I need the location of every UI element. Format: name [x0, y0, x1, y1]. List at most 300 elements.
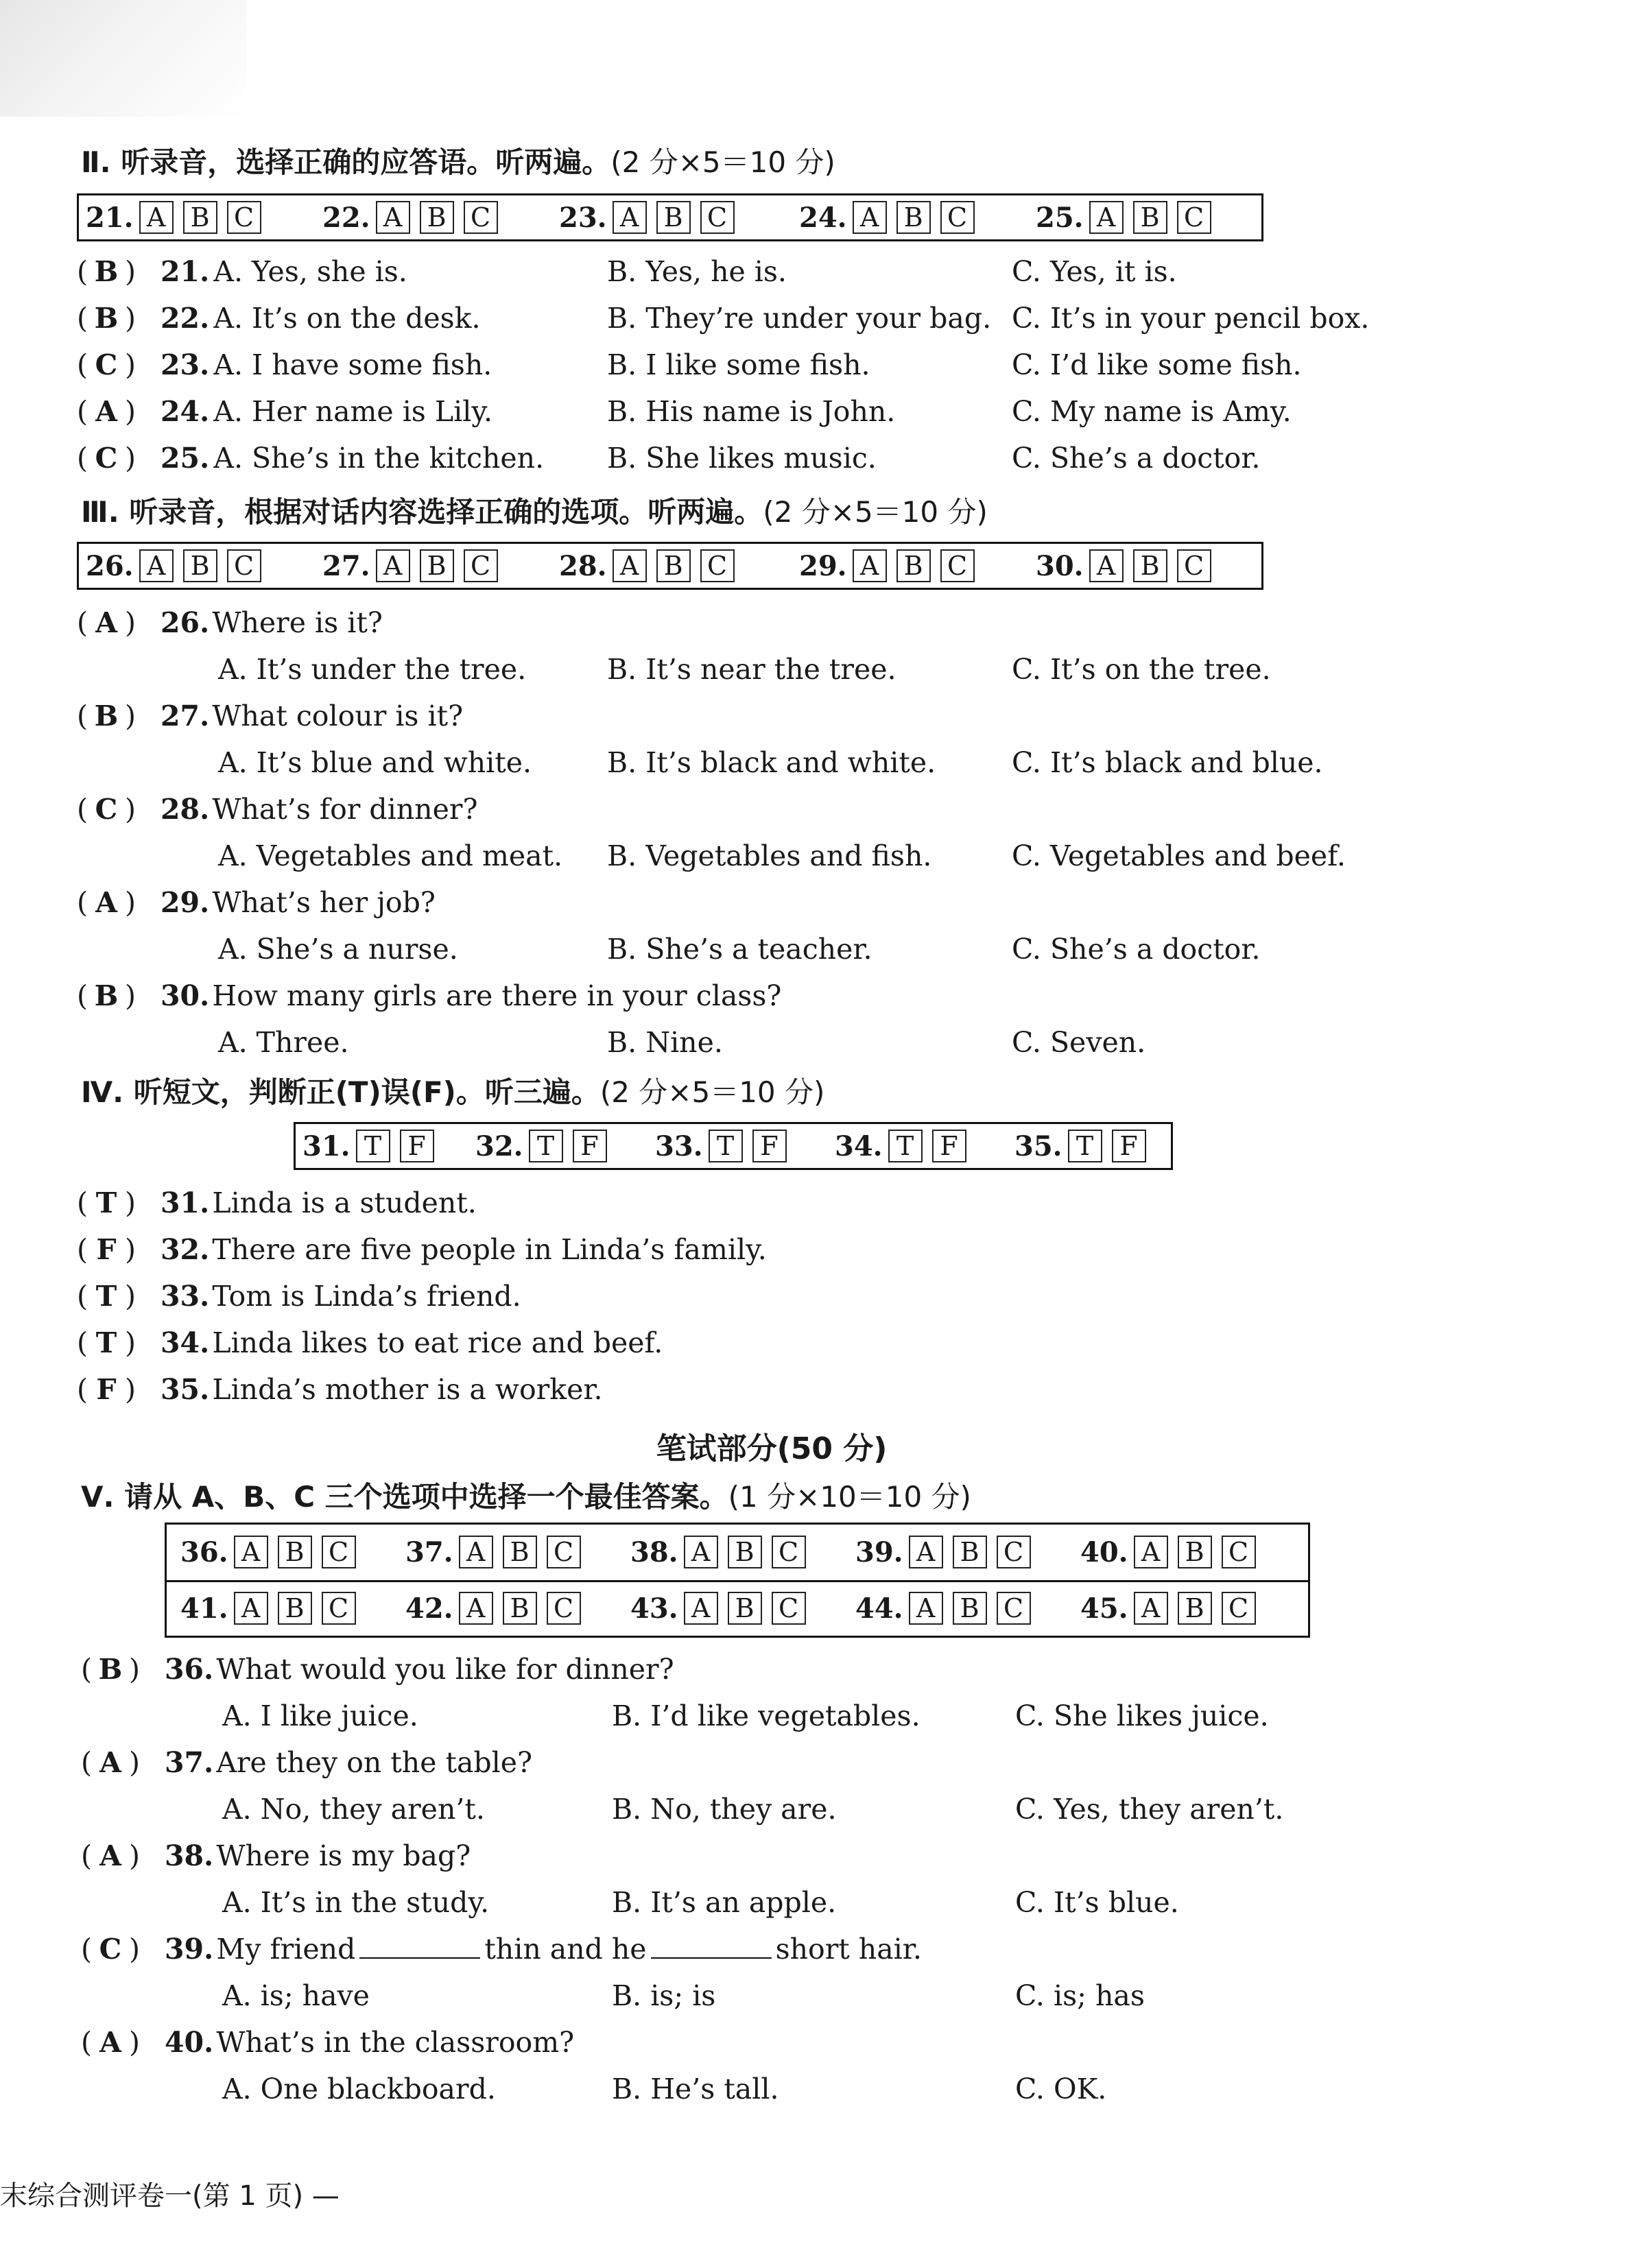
question-number: 31. — [161, 1186, 210, 1219]
answer-cell-number: 23. — [559, 201, 607, 234]
option-box-b[interactable]: B — [503, 1592, 537, 1625]
option-box-a[interactable]: A — [459, 1592, 493, 1625]
option-box-b[interactable]: B — [728, 1592, 762, 1625]
answer-mark: B — [94, 700, 119, 732]
section-3-score: (2 分×5＝10 分) — [763, 495, 988, 529]
bracket-close: ) — [125, 348, 136, 381]
answer-bracket — [77, 700, 161, 732]
option-box-c[interactable]: C — [997, 1592, 1031, 1625]
blank-1[interactable] — [359, 1934, 480, 1959]
option-box-a[interactable]: A — [459, 1536, 493, 1568]
option-c: C. My name is Amy. — [1012, 395, 1292, 428]
answer-mark: B — [98, 1653, 123, 1686]
option-box-c[interactable]: C — [547, 1536, 581, 1568]
answer-cell-number: 28. — [559, 549, 607, 582]
option-b: B. I like some fish. — [607, 348, 870, 381]
option-box-b[interactable]: B — [728, 1536, 762, 1568]
bracket-open: ( — [81, 1653, 92, 1686]
question-number: 25. — [161, 442, 210, 475]
question-number: 36. — [165, 1653, 214, 1686]
answer-mark: C — [95, 348, 118, 381]
question-row — [77, 700, 463, 732]
bracket-close: ) — [129, 1746, 140, 1779]
option-box-t[interactable]: T — [888, 1130, 923, 1162]
bracket-close: ) — [129, 1933, 140, 1966]
answer-cell-number: 32. — [475, 1130, 523, 1162]
question-number: 26. — [161, 606, 210, 639]
answer-bracket — [77, 979, 161, 1012]
statement-row — [77, 1373, 603, 1406]
question-row — [81, 1839, 471, 1872]
option-box-c[interactable]: C — [940, 201, 975, 234]
answer-mark: C — [95, 442, 118, 475]
bracket-open: ( — [77, 255, 88, 288]
answer-cell — [835, 1125, 976, 1167]
bracket-close: ) — [129, 1839, 140, 1872]
option-box-c[interactable]: C — [227, 201, 261, 234]
answer-cell — [1014, 1125, 1156, 1167]
section-5-title: Ⅴ. 请从 A、B、C 三个选项中选择一个最佳答案。 — [81, 1480, 728, 1514]
option-box-a[interactable]: A — [684, 1536, 718, 1568]
option-box-c[interactable]: C — [464, 201, 498, 234]
bracket-close: ) — [125, 1373, 136, 1406]
option-box-c[interactable]: C — [322, 1592, 356, 1625]
option-box-c[interactable]: C — [940, 549, 975, 582]
option-box-f[interactable]: F — [752, 1130, 787, 1162]
option-a: A. is; have — [222, 1979, 370, 2012]
answer-cell — [405, 1588, 591, 1629]
answer-cell — [1080, 1588, 1266, 1629]
question-row — [77, 302, 481, 335]
bracket-close: ) — [125, 302, 136, 335]
option-a: A. It’s under the tree. — [218, 653, 527, 686]
question-row — [77, 255, 407, 288]
option-box-b[interactable]: B — [278, 1536, 312, 1568]
question-row — [77, 442, 544, 475]
option-box-b[interactable]: B — [656, 201, 691, 234]
option-box-a[interactable]: A — [1134, 1536, 1168, 1568]
answer-mark: F — [96, 1373, 117, 1406]
bracket-open: ( — [77, 1186, 88, 1219]
bracket-open: ( — [81, 1746, 92, 1779]
option-box-f[interactable]: F — [932, 1130, 966, 1162]
page-footer: 末综合测评卷一(第 1 页) — — [0, 2180, 340, 2212]
option-a: A. One blackboard. — [222, 2073, 496, 2105]
bracket-close: ) — [125, 395, 136, 428]
question-row — [77, 606, 383, 639]
question-text: Linda’s mother is a worker. — [212, 1373, 603, 1406]
question-number: 33. — [161, 1280, 210, 1313]
answer-cell — [86, 197, 271, 238]
option-box-a[interactable]: A — [234, 1536, 268, 1568]
option-c: C. It’s black and blue. — [1012, 746, 1323, 779]
section-3-title: Ⅲ. 听录音，根据对话内容选择正确的选项。听两遍。 — [81, 495, 763, 529]
answer-sheet-26-30 — [77, 542, 1263, 590]
statement-row — [77, 1280, 521, 1313]
option-box-c[interactable]: C — [1222, 1592, 1256, 1625]
option-c: C. She’s a doctor. — [1012, 442, 1261, 475]
option-box-a[interactable]: A — [376, 549, 410, 582]
bracket-close: ) — [129, 1653, 140, 1686]
answer-cell-number: 26. — [86, 549, 134, 582]
option-box-b[interactable]: B — [896, 201, 931, 234]
option-a: A. It’s on the desk. — [213, 302, 481, 335]
option-a: A. Vegetables and meat. — [218, 839, 563, 872]
answer-cell-number: 29. — [799, 549, 847, 582]
option-box-c[interactable]: C — [1222, 1536, 1256, 1568]
answer-cell — [1036, 545, 1221, 586]
answer-sheet-divider — [167, 1580, 1308, 1582]
option-box-f[interactable]: F — [1112, 1130, 1146, 1162]
answer-cell-number: 42. — [405, 1592, 453, 1625]
option-a: A. Yes, she is. — [213, 255, 407, 288]
answer-bracket — [77, 442, 161, 475]
question-text: What’s her job? — [212, 886, 436, 919]
option-box-a[interactable]: A — [1134, 1592, 1168, 1625]
bracket-open: ( — [81, 1933, 92, 1966]
answer-mark: A — [99, 1746, 121, 1779]
option-box-b[interactable]: B — [278, 1592, 312, 1625]
answer-cell-number: 24. — [799, 201, 847, 234]
option-box-c[interactable]: C — [464, 549, 498, 582]
question-row — [77, 793, 477, 826]
option-box-b[interactable]: B — [1178, 1536, 1212, 1568]
question-number: 37. — [165, 1746, 214, 1779]
option-c: C. It’s on the tree. — [1012, 653, 1271, 686]
option-box-c[interactable]: C — [322, 1536, 356, 1568]
option-c: C. Yes, they aren’t. — [1015, 1793, 1284, 1826]
option-a: A. I have some fish. — [213, 348, 492, 381]
option-c: C. Seven. — [1012, 1026, 1146, 1059]
answer-bracket — [77, 348, 161, 381]
section-4-heading — [81, 1070, 824, 1111]
question-text: Tom is Linda’s friend. — [212, 1280, 521, 1313]
option-box-a[interactable]: A — [909, 1592, 943, 1625]
option-a: A. I like juice. — [222, 1699, 418, 1732]
answer-cell-number: 40. — [1080, 1536, 1128, 1568]
answer-cell — [559, 197, 744, 238]
option-box-b[interactable]: B — [183, 201, 217, 234]
answer-bracket — [77, 606, 161, 639]
option-box-a[interactable]: A — [853, 201, 887, 234]
answer-mark: T — [95, 1326, 117, 1359]
answer-mark: A — [95, 606, 117, 639]
bracket-close: ) — [125, 1186, 136, 1219]
option-box-c[interactable]: C — [772, 1592, 806, 1625]
answer-bracket — [77, 886, 161, 919]
scan-smudge — [0, 0, 247, 117]
answer-mark: B — [94, 255, 119, 288]
option-box-b[interactable]: B — [420, 201, 454, 234]
question-row — [81, 2026, 574, 2059]
question-text: My friend — [216, 1933, 356, 1966]
option-box-f[interactable]: F — [400, 1130, 434, 1162]
section-2-score: (2 分×5＝10 分) — [610, 145, 835, 179]
answer-bracket — [77, 1186, 161, 1219]
option-box-a[interactable]: A — [139, 201, 174, 234]
answer-mark: A — [95, 886, 117, 919]
question-number: 30. — [161, 979, 210, 1012]
answer-cell-number: 44. — [855, 1592, 903, 1625]
question-text: Where is it? — [212, 606, 383, 639]
option-box-c[interactable]: C — [1177, 201, 1211, 234]
answer-bracket — [77, 793, 161, 826]
question-row — [81, 1746, 532, 1779]
answer-cell — [799, 545, 984, 586]
answer-mark: A — [95, 395, 117, 428]
option-box-b[interactable]: B — [896, 549, 931, 582]
option-box-c[interactable]: C — [700, 549, 735, 582]
answer-mark: B — [94, 302, 119, 335]
bracket-open: ( — [77, 1280, 88, 1313]
option-box-f[interactable]: F — [573, 1130, 607, 1162]
answer-bracket — [77, 1280, 161, 1313]
option-b: B. His name is John. — [607, 395, 896, 428]
question-row — [81, 1653, 674, 1686]
option-c: C. Vegetables and beef. — [1012, 839, 1346, 872]
bracket-close: ) — [125, 979, 136, 1012]
option-box-b[interactable]: B — [1178, 1592, 1212, 1625]
bracket-close: ) — [125, 1326, 136, 1359]
option-box-c[interactable]: C — [700, 201, 735, 234]
question-text: There are five people in Linda’s family. — [212, 1233, 767, 1266]
question-text: Linda is a student. — [212, 1186, 477, 1219]
answer-cell-number: 27. — [322, 549, 370, 582]
answer-bracket — [77, 1233, 161, 1266]
answer-mark: A — [99, 2026, 121, 2059]
option-b: B. He’s tall. — [612, 2073, 779, 2105]
statement-row — [77, 1326, 663, 1359]
option-b: B. They’re under your bag. — [607, 302, 992, 335]
bracket-close: ) — [125, 700, 136, 732]
option-box-t[interactable]: T — [529, 1130, 563, 1162]
option-c: C. OK. — [1015, 2073, 1107, 2105]
bracket-open: ( — [81, 2026, 92, 2059]
option-box-a[interactable]: A — [853, 549, 887, 582]
bracket-close: ) — [125, 886, 136, 919]
question-number: 23. — [161, 348, 210, 381]
bracket-open: ( — [77, 1233, 88, 1266]
option-b: B. It’s an apple. — [612, 1886, 837, 1919]
answer-cell-number: 36. — [180, 1536, 228, 1568]
answer-bracket — [81, 1839, 165, 1872]
question-number: 29. — [161, 886, 210, 919]
blank-2[interactable] — [651, 1934, 772, 1959]
option-a: A. She’s a nurse. — [218, 933, 458, 966]
question-number: 27. — [161, 700, 210, 732]
question-number: 24. — [161, 395, 210, 428]
option-a: A. It’s blue and white. — [218, 746, 532, 779]
bracket-close: ) — [129, 2026, 140, 2059]
section-5-heading — [81, 1475, 971, 1516]
bracket-open: ( — [77, 302, 88, 335]
answer-cell-number: 43. — [630, 1592, 678, 1625]
bracket-open: ( — [77, 1373, 88, 1406]
option-box-b[interactable]: B — [420, 549, 454, 582]
option-c: C. She likes juice. — [1015, 1699, 1269, 1732]
bracket-close: ) — [125, 442, 136, 475]
option-b: B. She likes music. — [607, 442, 877, 475]
question-number: 34. — [161, 1326, 210, 1359]
bracket-open: ( — [77, 606, 88, 639]
question-text: What colour is it? — [212, 700, 464, 732]
question-text: Linda likes to eat rice and beef. — [212, 1326, 663, 1359]
answer-cell-number: 30. — [1036, 549, 1084, 582]
answer-cell-number: 22. — [322, 201, 370, 234]
option-box-b[interactable]: B — [183, 549, 217, 582]
answer-mark: C — [95, 793, 118, 826]
option-box-t[interactable]: T — [1068, 1130, 1102, 1162]
option-box-b[interactable]: B — [953, 1536, 987, 1568]
question-number: 35. — [161, 1373, 210, 1406]
option-box-b[interactable]: B — [953, 1592, 987, 1625]
bracket-open: ( — [77, 979, 88, 1012]
option-b: B. It’s black and white. — [607, 746, 936, 779]
option-b: B. She’s a teacher. — [607, 933, 872, 966]
option-box-c[interactable]: C — [547, 1592, 581, 1625]
option-b: B. I’d like vegetables. — [612, 1699, 920, 1732]
answer-cell — [630, 1531, 816, 1573]
answer-cell — [405, 1531, 591, 1573]
answer-cell-number: 25. — [1036, 201, 1084, 234]
answer-cell-number: 41. — [180, 1592, 228, 1625]
question-text: What’s in the classroom? — [216, 2026, 575, 2059]
option-b: B. is; is — [612, 1979, 716, 2012]
answer-cell — [630, 1588, 816, 1629]
answer-cell-number: 45. — [1080, 1592, 1128, 1625]
question-text: Are they on the table? — [216, 1746, 533, 1779]
answer-bracket — [81, 1746, 165, 1779]
question-number: 21. — [161, 255, 210, 288]
section-3-heading — [81, 490, 988, 531]
bracket-open: ( — [77, 1326, 88, 1359]
answer-cell — [799, 197, 984, 238]
question-row — [77, 395, 492, 428]
bracket-open: ( — [77, 442, 88, 475]
question-text: thin and he — [484, 1933, 647, 1966]
answer-cell-number: 33. — [655, 1130, 703, 1162]
option-box-a[interactable]: A — [376, 201, 410, 234]
answer-cell-number: 38. — [630, 1536, 678, 1568]
option-b: B. No, they are. — [612, 1793, 837, 1826]
answer-mark: A — [99, 1839, 121, 1872]
option-box-b[interactable]: B — [1133, 201, 1167, 234]
answer-cell — [180, 1531, 366, 1573]
answer-bracket — [81, 1653, 165, 1686]
question-number: 39. — [165, 1933, 214, 1966]
answer-cell — [655, 1125, 796, 1167]
section-2-title: Ⅱ. 听录音，选择正确的应答语。听两遍。 — [81, 145, 611, 179]
question-row — [77, 348, 492, 381]
answer-bracket — [77, 1373, 161, 1406]
bracket-close: ) — [125, 793, 136, 826]
section-4-score: (2 分×5＝10 分) — [599, 1075, 825, 1109]
option-box-c[interactable]: C — [1177, 549, 1211, 582]
question-text: Where is my bag? — [216, 1839, 471, 1872]
answer-cell — [180, 1588, 366, 1629]
question-text: How many girls are there in your class? — [212, 979, 782, 1012]
option-box-a[interactable]: A — [613, 201, 647, 234]
option-b: B. Yes, he is. — [607, 255, 787, 288]
written-part-title: 笔试部分(50 分) — [656, 1431, 888, 1466]
option-a: A. No, they aren’t. — [222, 1793, 485, 1826]
bracket-close: ) — [125, 1233, 136, 1266]
answer-cell-number: 39. — [855, 1536, 903, 1568]
question-row — [77, 979, 781, 1012]
answer-cell — [475, 1125, 617, 1167]
answer-cell — [855, 1531, 1041, 1573]
question-number: 40. — [165, 2026, 214, 2059]
answer-bracket — [77, 395, 161, 428]
option-a: A. Three. — [218, 1026, 349, 1059]
option-b: B. Nine. — [607, 1026, 723, 1059]
answer-cell-number: 37. — [405, 1536, 453, 1568]
statement-row — [77, 1186, 477, 1219]
answer-cell — [855, 1588, 1041, 1629]
option-box-t[interactable]: T — [709, 1130, 743, 1162]
answer-bracket — [81, 1933, 165, 1966]
option-box-a[interactable]: A — [1089, 549, 1124, 582]
option-c: C. Yes, it is. — [1012, 255, 1177, 288]
answer-mark: T — [95, 1280, 117, 1313]
answer-cell-number: 21. — [86, 201, 134, 234]
option-a: A. Her name is Lily. — [213, 395, 493, 428]
option-box-a[interactable]: A — [684, 1592, 718, 1625]
answer-bracket — [77, 1326, 161, 1359]
option-a: A. She’s in the kitchen. — [213, 442, 545, 475]
option-box-a[interactable]: A — [909, 1536, 943, 1568]
option-box-c[interactable]: C — [772, 1536, 806, 1568]
option-box-a[interactable]: A — [1089, 201, 1124, 234]
option-box-a[interactable]: A — [613, 549, 647, 582]
option-box-b[interactable]: B — [656, 549, 691, 582]
option-c: C. is; has — [1015, 1979, 1145, 2012]
option-box-t[interactable]: T — [356, 1130, 390, 1162]
question-row — [81, 1933, 922, 1966]
option-c: C. It’s blue. — [1015, 1886, 1179, 1919]
answer-sheet-21-25 — [77, 193, 1263, 241]
answer-sheet-31-35 — [294, 1122, 1173, 1170]
answer-cell-number: 31. — [302, 1130, 351, 1162]
section-5-score: (1 分×10＝10 分) — [728, 1480, 971, 1514]
question-number: 28. — [161, 793, 210, 826]
option-box-a[interactable]: A — [139, 549, 174, 582]
answer-cell — [86, 545, 271, 586]
option-box-b[interactable]: B — [503, 1536, 537, 1568]
answer-cell — [322, 545, 508, 586]
question-number: 22. — [161, 302, 210, 335]
option-box-a[interactable]: A — [234, 1592, 268, 1625]
answer-bracket — [77, 255, 161, 288]
answer-mark: T — [95, 1186, 117, 1219]
bracket-close: ) — [125, 255, 136, 288]
section-2-heading — [81, 140, 835, 181]
answer-mark: F — [96, 1233, 117, 1266]
bracket-open: ( — [81, 1839, 92, 1872]
answer-cell — [559, 545, 744, 586]
answer-cell — [302, 1125, 444, 1167]
answer-cell — [1080, 1531, 1266, 1573]
answer-mark: C — [99, 1933, 122, 1966]
option-b: B. Vegetables and fish. — [607, 839, 932, 872]
option-box-c[interactable]: C — [997, 1536, 1031, 1568]
answer-bracket — [81, 2026, 165, 2059]
option-box-b[interactable]: B — [1133, 549, 1167, 582]
option-c: C. She’s a doctor. — [1012, 933, 1261, 966]
option-box-c[interactable]: C — [227, 549, 261, 582]
answer-cell — [1036, 197, 1221, 238]
bracket-open: ( — [77, 700, 88, 732]
